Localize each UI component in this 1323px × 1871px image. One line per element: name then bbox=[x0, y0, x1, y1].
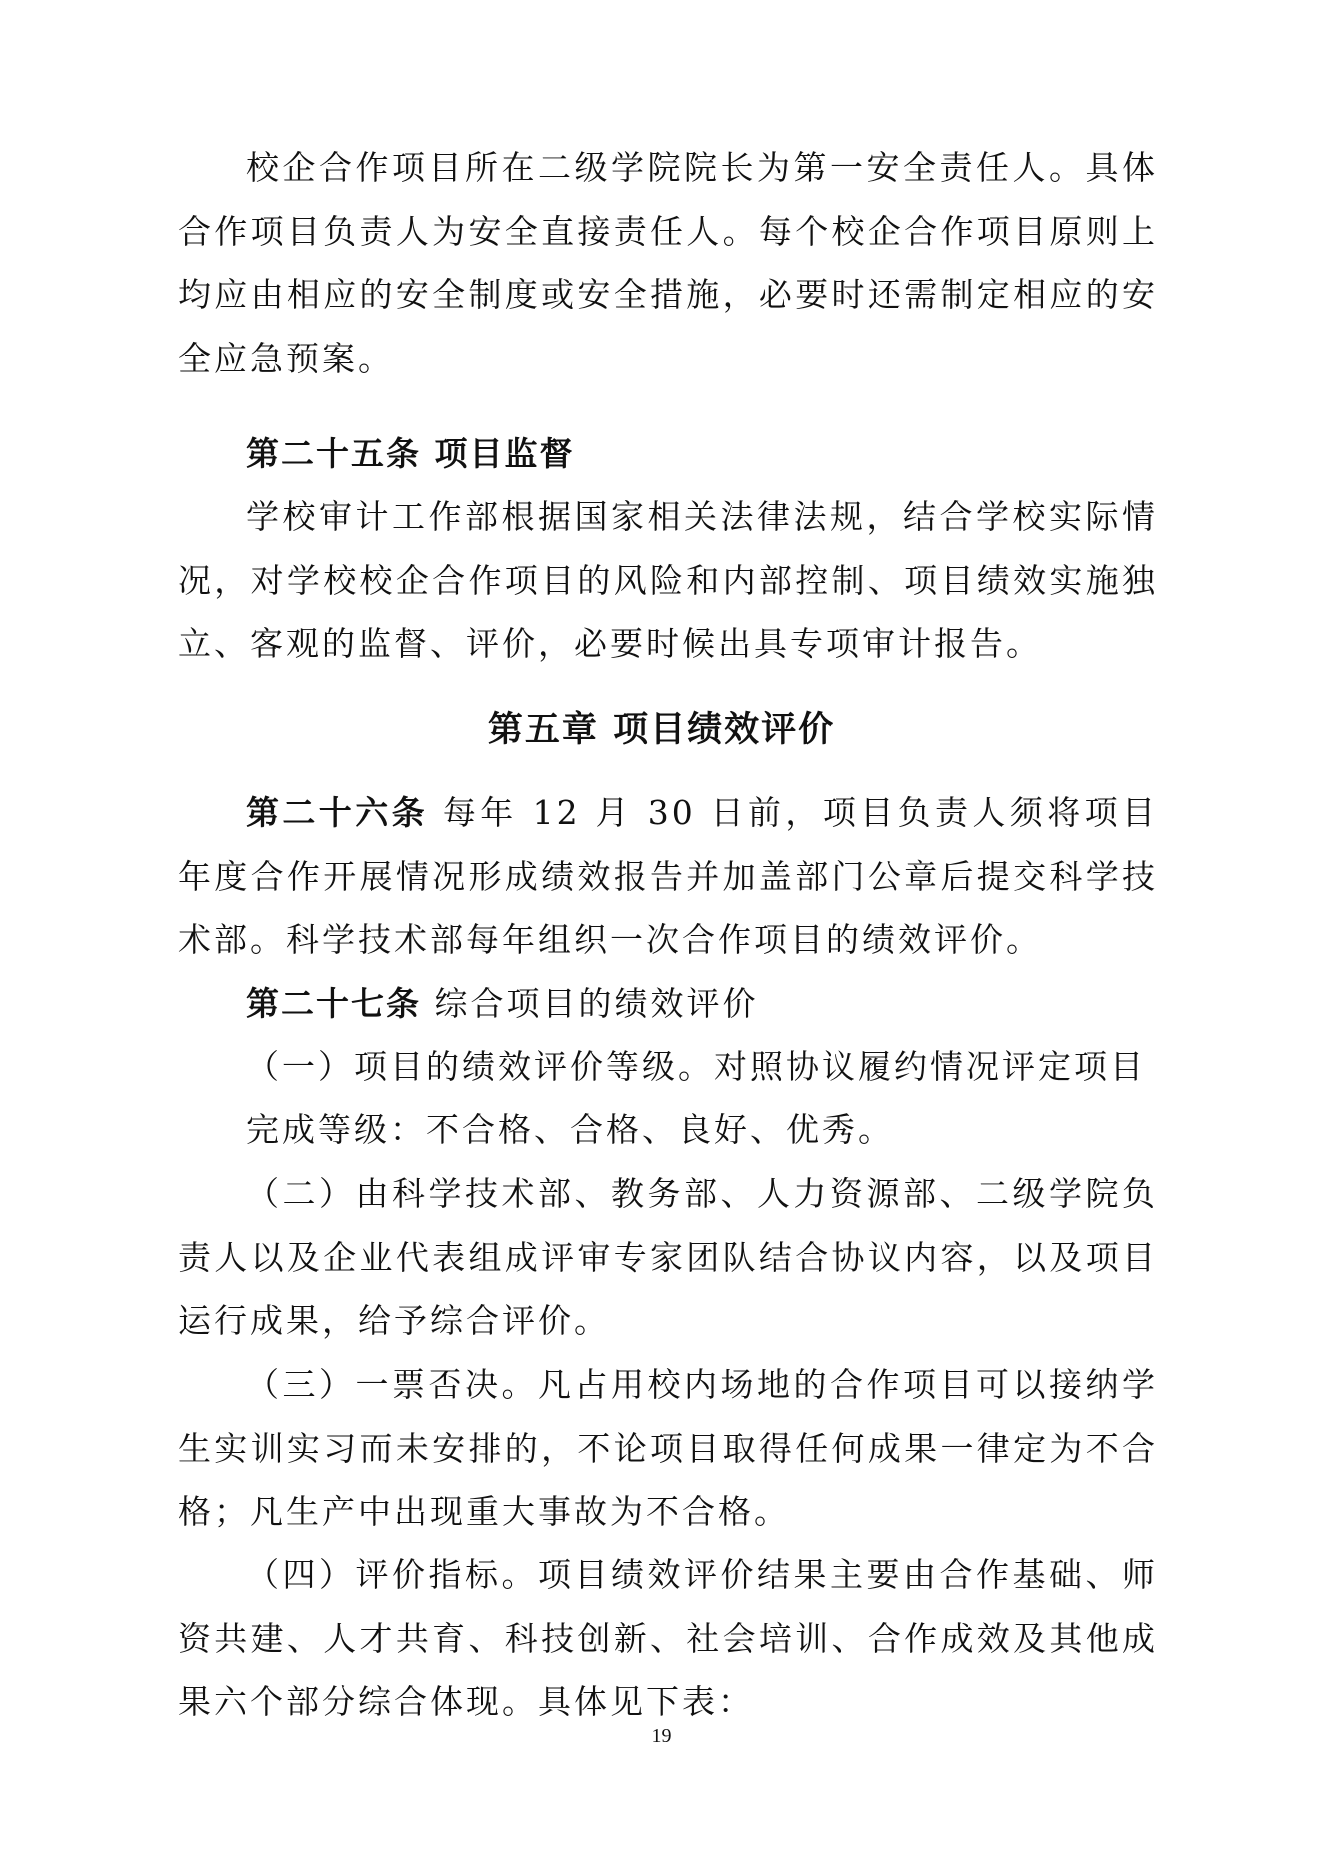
article-27-body: 综合项目的绩效评价 bbox=[421, 984, 759, 1023]
article-26-label: 第二十六条 bbox=[246, 793, 428, 832]
article-27-label: 第二十七条 bbox=[246, 984, 421, 1023]
intro-paragraph: 校企合作项目所在二级学院院长为第一安全责任人。具体合作项目负责人为安全直接责任人。每个校企合作项目原则上均应由相应的安全制度或安全措施，必要时还需制定相应的安全应急预案。 bbox=[178, 148, 1158, 378]
item-2: （二）由科学技术部、教务部、人力资源部、二级学院负责人以及企业代表组成评审专家团队结合协议内容，以及项目运行成果，给予综合评价。 bbox=[178, 1174, 1158, 1340]
item-4: （四）评价指标。项目绩效评价结果主要由合作基础、师资共建、人才共育、科技创新、社会培训、合作成效及其他成果六个部分综合体现。具体见下表： bbox=[178, 1555, 1158, 1721]
chapter-title: 第五章 项目绩效评价 bbox=[487, 709, 836, 750]
article-26-paragraph bbox=[178, 781, 1158, 972]
article-26-body: 每年 12 月 30 日前，项目负责人须将项目年度合作开展情况形成绩效报告并加盖部门公章后提交科学技术部。科学技术部每年组织一次合作项目的绩效评价。 bbox=[178, 793, 1159, 959]
item-1: （一）项目的绩效评价等级。对照协议履约情况评定项目 bbox=[246, 1047, 1146, 1086]
article-25-heading: 第二十五条 项目监督 bbox=[246, 434, 575, 473]
article-27-paragraph bbox=[178, 972, 1158, 1036]
article-25-body: 学校审计工作部根据国家相关法律法规，结合学校实际情况，对学校校企合作项目的风险和内部控制、项目绩效实施独立、客观的监督、评价，必要时候出具专项审计报告。 bbox=[178, 497, 1158, 663]
item-1-continued: 完成等级：不合格、合格、良好、优秀。 bbox=[246, 1110, 894, 1149]
page-number: 19 bbox=[651, 1725, 672, 1747]
item-3: （三）一票否决。凡占用校内场地的合作项目可以接纳学生实训实习而未安排的，不论项目取得任何成果一律定为不合格；凡生产中出现重大事故为不合格。 bbox=[178, 1365, 1158, 1531]
